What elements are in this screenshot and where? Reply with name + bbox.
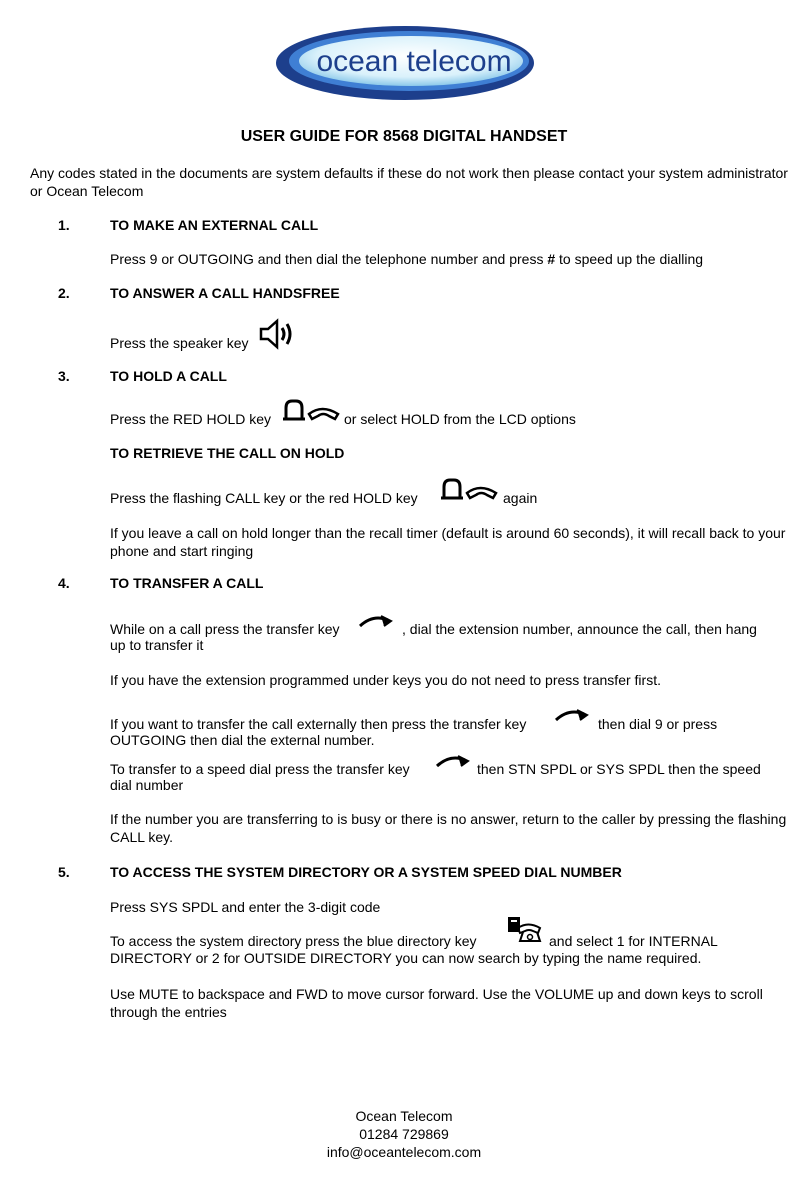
section-heading: TO ACCESS THE SYSTEM DIRECTORY OR A SYSTEM SPEED DIAL NUMBER: [110, 864, 622, 880]
section-text: Press the RED HOLD key: [110, 411, 272, 427]
section-heading: TO HOLD A CALL: [110, 368, 227, 384]
transfer-icon: [553, 706, 591, 724]
section-text: OUTGOING then dial the external number.: [110, 732, 375, 748]
hold-icon: [282, 398, 342, 424]
footer: [0, 1107, 808, 1161]
section-number: 4.: [58, 575, 70, 591]
section-text: then STN SPDL or SYS SPDL then the speed: [477, 761, 761, 777]
section-text: To access the system directory press the blue directory key: [110, 933, 477, 949]
section-text: again: [503, 490, 538, 506]
footer-company: Ocean Telecom: [355, 1108, 453, 1124]
section-text: Use MUTE to backspace and FWD to move cursor forward. Use the VOLUME up and down keys to scroll through the entries: [110, 986, 763, 1020]
section-number: 5.: [58, 864, 70, 880]
section-number: 2.: [58, 285, 70, 301]
section-heading: TO RETRIEVE THE CALL ON HOLD: [110, 445, 345, 461]
transfer-icon: [434, 752, 472, 770]
section-text: Press the speaker key: [110, 335, 249, 351]
section-number: 3.: [58, 368, 70, 384]
section-text: To transfer to a speed dial press the transfer key: [110, 761, 410, 777]
section-text: , dial the extension number, announce the call, then hang: [402, 621, 757, 637]
footer-phone: 01284 729869: [359, 1126, 449, 1142]
section-text: Press 9 or OUTGOING and then dial the telephone number and press # to speed up the dialling: [110, 251, 704, 267]
footer-email: info@oceantelecom.com: [326, 1144, 482, 1160]
section-text: If you want to transfer the call externally then press the transfer key: [110, 716, 527, 732]
section-number: 1.: [58, 217, 70, 233]
speaker-icon: [258, 318, 298, 350]
section-heading: TO MAKE AN EXTERNAL CALL: [110, 217, 319, 233]
page-title: USER GUIDE FOR 8568 DIGITAL HANDSET: [240, 128, 568, 145]
section-text: or select HOLD from the LCD options: [344, 411, 576, 427]
section-text: If you have the extension programmed under keys you do not need to press transfer first.: [110, 672, 661, 688]
section-text: and select 1 for INTERNAL: [549, 933, 718, 949]
section-text: If you leave a call on hold longer than the recall timer (default is around 60 seconds), it will recall back to your phone and start ringing: [110, 525, 786, 559]
section-heading: TO ANSWER A CALL HANDSFREE: [110, 285, 340, 301]
section-text: If the number you are transferring to is busy or there is no answer, return to the caller by pressing the flashing CALL key.: [110, 811, 787, 845]
section-text: While on a call press the transfer key: [110, 621, 340, 637]
transfer-icon: [357, 612, 395, 630]
section-heading: TO TRANSFER A CALL: [110, 575, 264, 591]
intro-text: Any codes stated in the documents are system defaults if these do not work then please contact your system administrator or Ocean Telecom: [30, 165, 788, 199]
section-text: Press the flashing CALL key or the red HOLD key: [110, 490, 418, 506]
section-text: Press SYS SPDL and enter the 3-digit code: [110, 899, 381, 915]
hold-icon: [440, 477, 500, 503]
logo-ellipse: [274, 24, 536, 102]
brand-logo: [274, 24, 536, 102]
section-text: then dial 9 or press: [598, 716, 718, 732]
section-text: dial number: [110, 777, 184, 793]
logo-text: ocean telecom: [316, 45, 512, 78]
directory-icon: [504, 914, 544, 944]
section-text: DIRECTORY or 2 for OUTSIDE DIRECTORY you can now search by typing the name required.: [110, 950, 702, 966]
section-text: up to transfer it: [110, 637, 204, 653]
